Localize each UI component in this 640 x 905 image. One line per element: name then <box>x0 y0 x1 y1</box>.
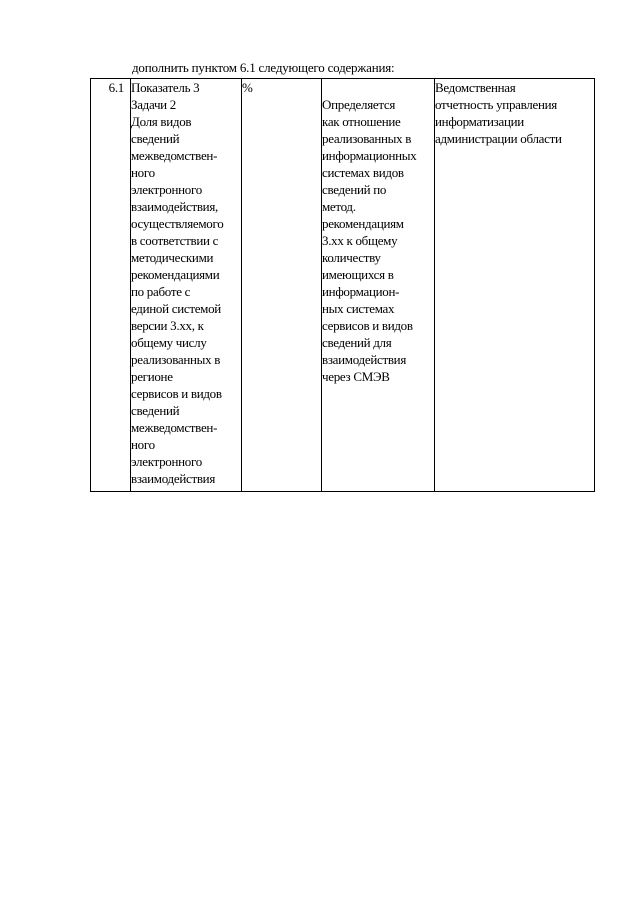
intro-text: дополнить пунктом 6.1 следующего содержания: <box>132 60 395 75</box>
method-line: сервисов и видов <box>322 318 413 333</box>
method-line: реализованных в <box>322 131 412 146</box>
indicator-line: версии 3.хх, к <box>131 318 204 333</box>
row-number: 6.1 <box>108 80 124 95</box>
indicator-line: сервисов и видов <box>131 386 222 401</box>
method-cell <box>322 79 435 492</box>
method-line: сведений по <box>322 182 387 197</box>
indicator-line: общему числу <box>131 335 207 350</box>
method-line: ных системах <box>322 301 395 316</box>
method-line: сведений для <box>322 335 392 350</box>
indicator-line: единой системой <box>131 301 221 316</box>
indicator-line: электронного <box>131 182 202 197</box>
indicator-line: по работе с <box>131 284 191 299</box>
indicator-line: взаимодействия, <box>131 199 218 214</box>
method-line: информационных <box>322 148 417 163</box>
indicator-line: Показатель 3 <box>131 80 200 95</box>
indicator-line: регионе <box>131 369 173 384</box>
method-line: Определяется <box>322 97 396 112</box>
method-line: системах видов <box>322 165 404 180</box>
source-line: администрации области <box>435 131 562 146</box>
source-line: информатизации <box>435 114 524 129</box>
indicator-line: сведений <box>131 403 180 418</box>
indicator-text <box>131 79 241 487</box>
indicator-line: электронного <box>131 454 202 469</box>
indicator-line: в соответствии с <box>131 233 219 248</box>
indicator-line: межведомствен- <box>131 148 218 163</box>
indicator-table <box>90 78 595 492</box>
indicator-line: методическими <box>131 250 214 265</box>
source-line: отчетность управления <box>435 97 557 112</box>
indicator-line: сведений <box>131 131 180 146</box>
method-line: метод. <box>322 199 356 214</box>
indicator-line: взаимодействия <box>131 471 216 486</box>
indicator-line: рекомендациями <box>131 267 220 282</box>
method-line: количеству <box>322 250 381 265</box>
method-line: рекомендациям <box>322 216 404 231</box>
indicator-line: Задачи 2 <box>131 97 176 112</box>
method-line: информацион- <box>322 284 400 299</box>
unit-text: % <box>242 80 253 95</box>
indicator-line: реализованных в <box>131 352 221 367</box>
indicator-line: межведомствен- <box>131 420 218 435</box>
method-line: 3.хх к общему <box>322 233 398 248</box>
source-cell <box>435 79 595 492</box>
method-text <box>322 79 434 385</box>
unit-cell <box>242 79 322 492</box>
row-number-cell <box>91 79 131 492</box>
method-line: взаимодействия <box>322 352 407 367</box>
indicator-cell <box>131 79 242 492</box>
method-line: как отношение <box>322 114 401 129</box>
table-row <box>91 79 595 492</box>
indicator-line: ного <box>131 165 155 180</box>
source-line: Ведомственная <box>435 80 516 95</box>
indicator-line: осуществляемого <box>131 216 224 231</box>
method-line: через СМЭВ <box>322 369 390 384</box>
indicator-line: ного <box>131 437 155 452</box>
method-line: имеющихся в <box>322 267 394 282</box>
source-text <box>435 79 594 147</box>
indicator-line: Доля видов <box>131 114 192 129</box>
